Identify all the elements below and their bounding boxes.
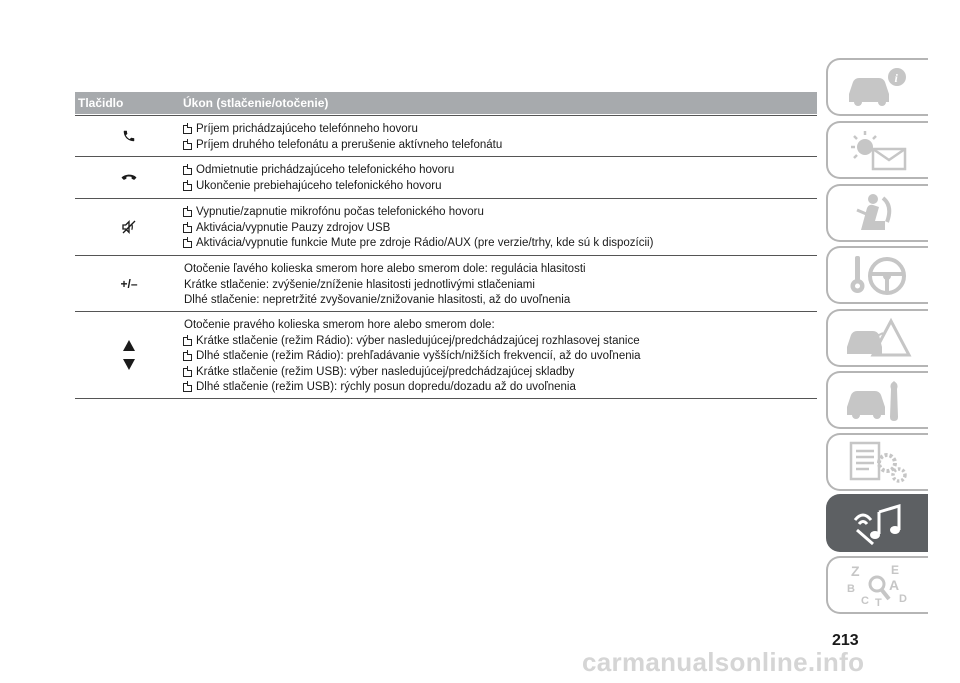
table-row <box>75 199 817 256</box>
checkbox-bullet-icon <box>183 182 192 191</box>
checkbox-bullet-icon <box>183 239 192 248</box>
car-info-icon <box>843 64 913 110</box>
list-item: Krátke stlačenie: zvýšenie/zníženie hlasitosti jednotlivými stlačeniami <box>184 278 535 291</box>
svg-text:E: E <box>891 563 900 577</box>
list-item: Aktivácia/vypnutie Pauzy zdrojov USB <box>183 221 817 237</box>
checkbox-bullet-icon <box>183 337 192 346</box>
side-tab-emergency[interactable] <box>826 309 928 367</box>
side-tab-technical-data[interactable] <box>826 433 928 491</box>
volume-button-label: +/– <box>120 276 138 291</box>
list-item: Vypnutie/zapnutie mikrofónu počas telefonického hovoru <box>183 205 817 221</box>
list-item: Krátke stlačenie (režim USB): výber nasledujúcej/predchádzajúcej skladby <box>183 365 817 381</box>
header-action-column: Úkon (stlačenie/otočenie) <box>183 96 329 110</box>
warning-lights-icon <box>843 127 913 173</box>
checkbox-bullet-icon <box>183 166 192 175</box>
header-button-column: Tlačidlo <box>78 96 124 110</box>
list-item: Dlhé stlačenie: nepretržité zvyšovanie/znižovanie hlasitosti, až do uvoľnenia <box>184 294 571 306</box>
starting-driving-icon <box>843 252 913 298</box>
table-row <box>75 157 817 199</box>
checkbox-bullet-icon <box>183 208 192 217</box>
svg-text:C: C <box>861 595 869 607</box>
side-tab-warning-lights[interactable] <box>826 121 928 179</box>
side-tab-car-info[interactable] <box>826 58 928 116</box>
checkbox-bullet-icon <box>183 368 192 377</box>
checkbox-bullet-icon <box>183 141 192 150</box>
list-item: Odmietnutie prichádzajúceho telefonického hovoru <box>183 163 817 179</box>
phone-hangup-icon <box>75 157 183 198</box>
svg-text:T: T <box>875 597 882 608</box>
arrow-up-icon <box>123 340 135 351</box>
table-row <box>75 115 817 157</box>
list-item: Ukončenie prebiehajúceho telefonického hovoru <box>183 179 817 195</box>
table-header <box>75 92 817 114</box>
list-item: Dlhé stlačenie (režim Rádio): prehľadávanie vyšších/nižších frekvencií, až do uvoľnenia <box>183 349 817 365</box>
up-down-arrows-icon <box>75 312 183 398</box>
list-item: Príjem prichádzajúceho telefónneho hovoru <box>183 122 817 138</box>
side-tab-starting-driving[interactable] <box>826 246 928 304</box>
list-item: Príjem druhého telefonátu a prerušenie aktívneho telefonátu <box>183 138 817 154</box>
checkbox-bullet-icon <box>183 352 192 361</box>
list-item: Dlhé stlačenie (režim USB): rýchly posun dopredu/dozadu až do uvoľnenia <box>183 380 817 396</box>
svg-text:A: A <box>889 577 900 593</box>
svg-text:B: B <box>847 583 855 595</box>
index-icon <box>843 562 913 608</box>
checkbox-bullet-icon <box>183 125 192 134</box>
list-item: Krátke stlačenie (režim Rádio): výber nasledujúcej/predchádzajúcej rozhlasovej stanice <box>183 334 817 350</box>
emergency-icon <box>843 315 913 361</box>
safety-icon <box>843 190 913 236</box>
page-number: 213 <box>832 632 859 649</box>
multimedia-icon <box>843 500 913 546</box>
phone-answer-icon <box>75 116 183 156</box>
list-item-intro: Otočenie pravého kolieska smerom hore alebo smerom dole: <box>184 319 495 331</box>
side-tab-safety[interactable] <box>826 184 928 242</box>
checkbox-bullet-icon <box>183 383 192 392</box>
technical-data-icon <box>843 439 913 485</box>
side-tab-maintenance[interactable] <box>826 371 928 429</box>
list-item: Aktivácia/vypnutie funkcie Mute pre zdroje Rádio/AUX (pre verzie/trhy, kde sú k dispozícii) <box>183 236 817 252</box>
mute-icon <box>75 199 183 255</box>
controls-table <box>75 92 817 399</box>
maintenance-icon <box>843 377 913 423</box>
table-row <box>75 256 817 312</box>
svg-text:D: D <box>899 593 907 605</box>
side-tab-multimedia[interactable] <box>826 494 928 552</box>
side-tab-index[interactable] <box>826 556 928 614</box>
svg-text:Z: Z <box>851 563 860 579</box>
arrow-down-icon <box>123 359 135 370</box>
watermark: carmanualsonline.info <box>582 647 865 677</box>
svg-text:i: i <box>894 71 898 85</box>
list-item: Otočenie ľavého kolieska smerom hore alebo smerom dole: regulácia hlasitosti <box>184 263 586 275</box>
table-row <box>75 312 817 399</box>
checkbox-bullet-icon <box>183 224 192 233</box>
